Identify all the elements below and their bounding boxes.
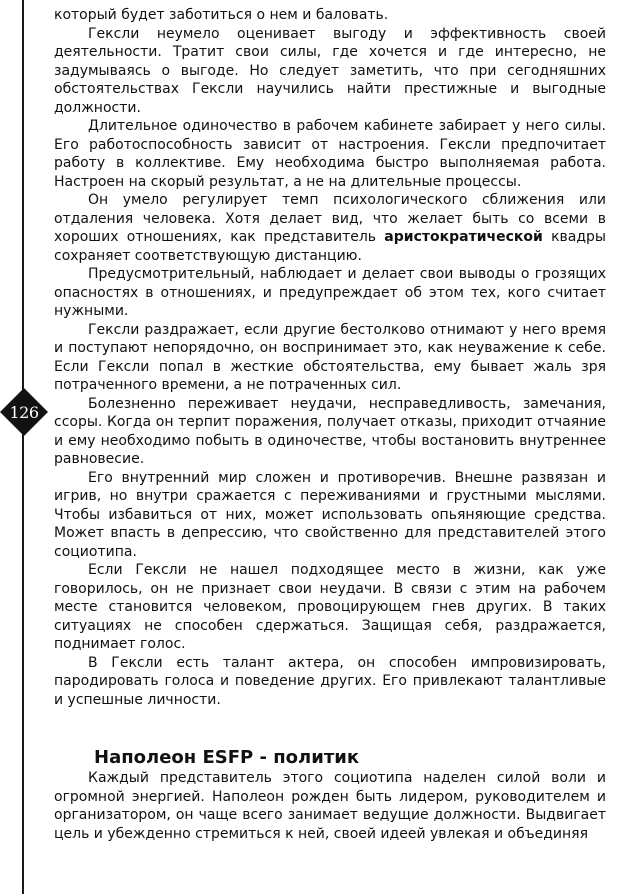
bold-term: аристократической	[384, 229, 543, 245]
page-number-badge	[0, 387, 49, 437]
section-heading: Наполеон ESFP - политик	[94, 747, 360, 768]
paragraph: Длительное одиночество в рабочем кабинете забирает у него силы. Его работоспособность зависит от настроения. Гексли предпочитает работу в коллективе. Ему необходима быстро выполняемая работа. Настроен на скорый результат, а не на длительные процессы.	[54, 118, 606, 190]
paragraph: Болезненно переживает неудачи, несправедливость, замечания, ссоры. Когда он терпит поражения, получает отказы, приходит отчаяние и ему необходимо побыть в одиночестве, чтобы востановить внутреннее равновесие.	[54, 395, 606, 467]
section-paragraph: Каждый представитель этого социотипа наделен силой воли и огромной энергией. Наполеон рожден быть лидером, руководителем и организатором, он чаще всего занимает ведущие должности. Выдвигает цель и убежденно стремиться к ней, своей идеей увлекая и объединяя	[54, 770, 606, 842]
paragraph: Его внутренний мир сложен и противоречив. Внешне развязан и игрив, но внутри сражается с переживаниями и грустными мыслями. Чтобы избавиться от них, может использовать опьяняющие средства. Может впасть в депрессию, что свойственно для представителей этого социотипа.	[54, 469, 606, 560]
paragraph: Гексли неумело оценивает выгоду и эффективность своей деятельности. Тратит свои силы, где хочется и где интересно, не задумываясь о выгоде. Но следует заметить, что при сегодняшних обстоятельствах Гексли научились найти престижные и выгодные должности.	[54, 25, 606, 116]
paragraph: Если Гексли не нашел подходящее место в жизни, как уже говорилось, он не признает свои неудачи. В связи с этим на рабочем месте становится человеком, провоцирующем гнев других. В таких ситуациях не способен сдержаться. Защищая себя, раздражается, поднимает голос.	[54, 562, 606, 652]
paragraph: который будет заботиться о нем и баловать.	[54, 7, 389, 23]
paragraph-text: квадры сохраняет соответствующую дистанцию.	[54, 229, 606, 264]
paragraph: Предусмотрительный, наблюдает и делает свои выводы о грозящих опасностях в отношениях, и предупреждает об этом тех, кого считает нужными.	[54, 266, 606, 319]
paragraph-tempo	[54, 191, 606, 265]
page-content	[54, 6, 606, 843]
paragraph: Гексли раздражает, если другие бестолково отнимают у него время и поступают непорядочно, он воспринимает это, как неуважение к себе. Если Гексли попал в жесткие обстоятельства, ему бывает жаль зря потраченного времени, а не потраченных сил.	[54, 321, 606, 393]
left-margin-rule	[22, 0, 24, 894]
page-number: 126	[9, 402, 39, 422]
paragraph: В Гексли есть талант актера, он способен импровизировать, пародировать голоса и поведение других. Его привлекают талантливые и успешные личности.	[54, 654, 606, 708]
paragraph-text: Он умело регулирует темп психологического сближения или отдаления человека. Хотя делает вид, что желает быть со всеми в хороших отношениях, как представитель	[54, 192, 606, 245]
